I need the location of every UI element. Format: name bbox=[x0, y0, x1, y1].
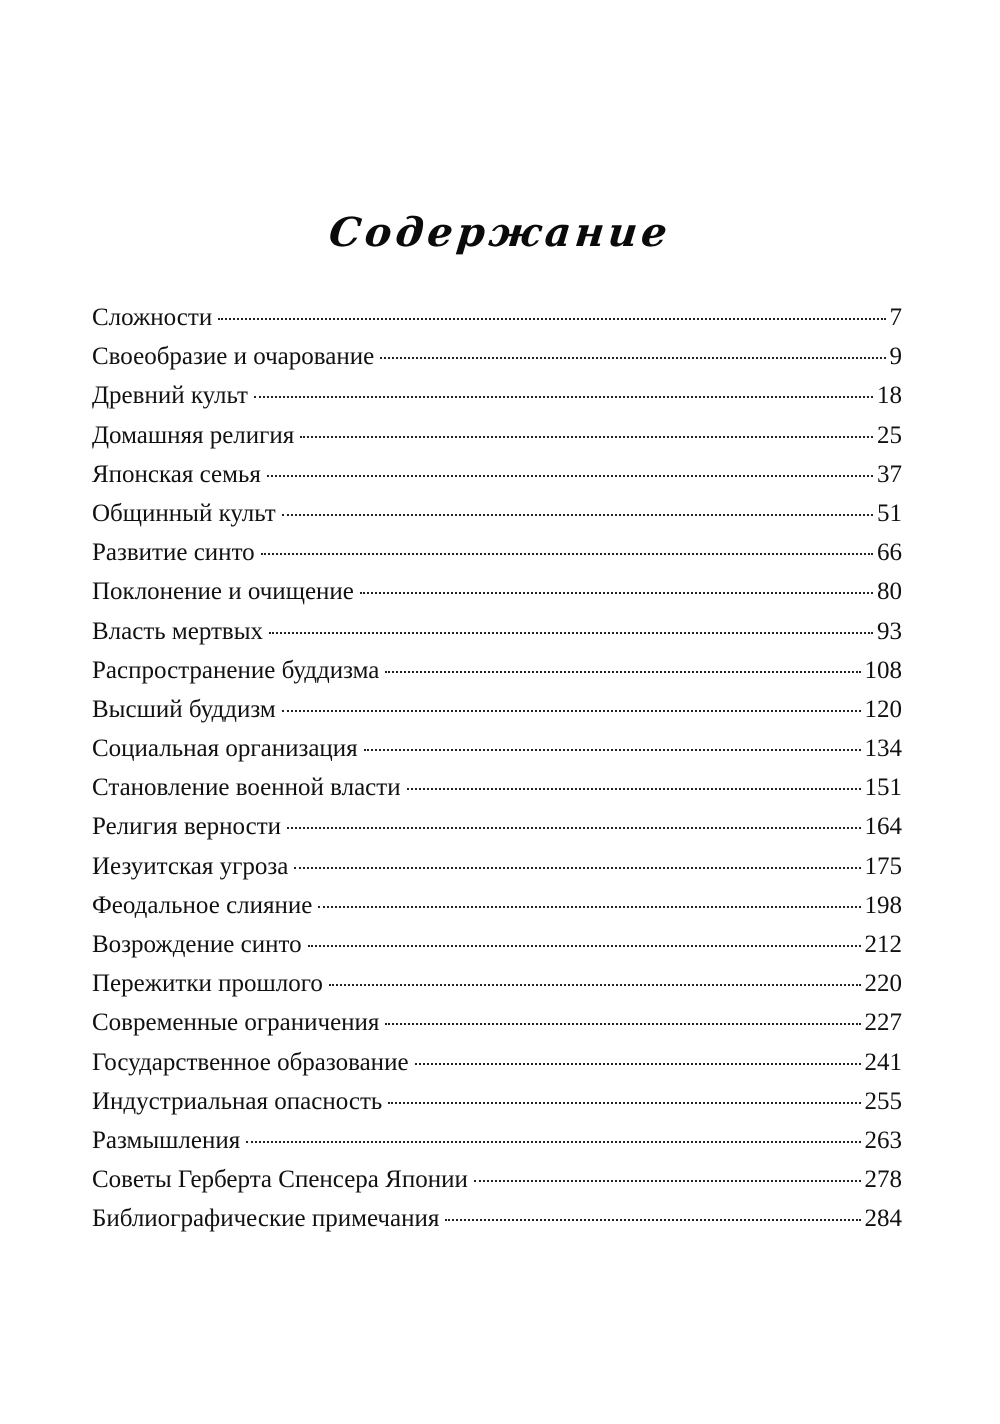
dot-leader bbox=[246, 1141, 860, 1143]
toc-entry-page-number: 37 bbox=[877, 460, 902, 488]
toc-entry-page-number: 80 bbox=[877, 578, 902, 606]
toc-entry-title: Японская семья bbox=[92, 460, 261, 488]
dot-leader bbox=[254, 396, 873, 398]
dot-leader bbox=[269, 632, 873, 634]
toc-entry-page-number: 198 bbox=[864, 891, 902, 919]
toc-entry bbox=[92, 886, 902, 925]
page-title: Содержание bbox=[326, 208, 674, 256]
toc-entry bbox=[92, 1043, 902, 1082]
toc-entry bbox=[92, 572, 902, 611]
toc-entry-page-number: 93 bbox=[877, 617, 902, 645]
dot-leader bbox=[385, 1023, 860, 1025]
dot-leader bbox=[308, 945, 861, 947]
dot-leader bbox=[385, 671, 860, 673]
dot-leader bbox=[267, 475, 873, 477]
dot-leader bbox=[415, 1063, 861, 1065]
dot-leader bbox=[388, 1102, 860, 1104]
toc-entry-page-number: 25 bbox=[877, 421, 902, 449]
table-of-contents bbox=[92, 298, 902, 1239]
toc-entry bbox=[92, 1082, 902, 1121]
dot-leader bbox=[318, 906, 860, 908]
toc-entry-title: Поклонение и очищение bbox=[92, 578, 354, 606]
toc-entry bbox=[92, 416, 902, 455]
toc-entry bbox=[92, 690, 902, 729]
toc-entry-title: Развитие синто bbox=[92, 539, 255, 567]
toc-entry-title: Советы Герберта Спенсера Японии bbox=[92, 1166, 468, 1194]
dot-leader bbox=[360, 592, 873, 594]
toc-entry-page-number: 164 bbox=[864, 813, 902, 841]
dot-leader bbox=[380, 357, 885, 359]
toc-entry-title: Государственное образование bbox=[92, 1048, 409, 1076]
toc-entry-title: Пережитки прошлого bbox=[92, 970, 323, 998]
toc-entry-title: Религия верности bbox=[92, 813, 282, 841]
toc-entry bbox=[92, 1121, 902, 1160]
toc-entry-title: Общинный культ bbox=[92, 499, 276, 527]
toc-entry bbox=[92, 964, 902, 1003]
toc-entry bbox=[92, 1160, 902, 1199]
toc-entry-page-number: 212 bbox=[864, 931, 902, 958]
toc-entry-page-number: 9 bbox=[889, 343, 902, 371]
toc-entry-title: Своеобразие и очарование bbox=[92, 343, 375, 371]
dot-leader bbox=[218, 318, 885, 320]
toc-entry-title: Феодальное слияние bbox=[92, 891, 313, 919]
toc-entry-page-number: 66 bbox=[877, 539, 902, 567]
toc-entry-title: Индустриальная опасность bbox=[92, 1087, 383, 1115]
toc-entry-page-number: 284 bbox=[864, 1205, 902, 1233]
toc-entry bbox=[92, 768, 902, 807]
toc-entry bbox=[92, 337, 902, 376]
toc-entry bbox=[92, 729, 902, 768]
toc-entry-page-number: 51 bbox=[877, 499, 902, 527]
dot-leader bbox=[364, 749, 861, 751]
dot-leader bbox=[287, 827, 860, 829]
toc-entry-title: Древний культ bbox=[92, 382, 248, 410]
dot-leader bbox=[329, 984, 861, 986]
toc-entry bbox=[92, 455, 902, 494]
toc-entry bbox=[92, 533, 902, 572]
toc-entry-title: Распространение буддизма bbox=[92, 656, 380, 684]
toc-entry bbox=[92, 925, 902, 964]
toc-entry-page-number: 108 bbox=[864, 656, 902, 684]
toc-entry bbox=[92, 807, 902, 846]
toc-entry bbox=[92, 1199, 902, 1238]
dot-leader bbox=[474, 1180, 861, 1182]
toc-entry-title: Сложности bbox=[92, 304, 213, 331]
toc-entry-title: Домашняя религия bbox=[92, 421, 295, 449]
toc-entry-title: Возрождение синто bbox=[92, 931, 302, 958]
toc-entry-title: Иезуитская угроза bbox=[92, 852, 289, 880]
toc-entry-page-number: 134 bbox=[864, 735, 902, 763]
toc-entry-page-number: 151 bbox=[864, 774, 902, 802]
toc-entry bbox=[92, 298, 902, 337]
toc-entry bbox=[92, 494, 902, 533]
toc-entry-page-number: 241 bbox=[864, 1048, 902, 1076]
dot-leader bbox=[445, 1219, 860, 1221]
toc-entry-page-number: 263 bbox=[864, 1126, 902, 1154]
toc-entry-title: Становление военной власти bbox=[92, 774, 401, 802]
toc-entry bbox=[92, 847, 902, 886]
dot-leader bbox=[261, 553, 873, 555]
dot-leader bbox=[407, 788, 861, 790]
toc-entry-page-number: 18 bbox=[877, 382, 902, 410]
toc-entry-page-number: 227 bbox=[864, 1009, 902, 1037]
toc-entry-page-number: 255 bbox=[864, 1087, 902, 1115]
toc-entry bbox=[92, 376, 902, 415]
toc-entry bbox=[92, 651, 902, 690]
toc-entry bbox=[92, 1003, 902, 1042]
toc-entry-title: Власть мертвых bbox=[92, 617, 264, 645]
dot-leader bbox=[300, 436, 873, 438]
toc-entry-title: Социальная организация bbox=[92, 735, 358, 763]
toc-entry-page-number: 220 bbox=[864, 970, 902, 998]
toc-entry-page-number: 278 bbox=[864, 1166, 902, 1194]
toc-entry-title: Высший буддизм bbox=[92, 695, 276, 723]
toc-entry-page-number: 120 bbox=[864, 695, 902, 723]
toc-entry-title: Размышления bbox=[92, 1126, 241, 1154]
toc-entry-page-number: 7 bbox=[889, 304, 902, 331]
dot-leader bbox=[282, 514, 873, 516]
toc-entry-title: Библиографические примечания bbox=[92, 1205, 440, 1233]
toc-entry bbox=[92, 612, 902, 651]
toc-entry-title: Современные ограничения bbox=[92, 1009, 380, 1037]
dot-leader bbox=[282, 710, 861, 712]
toc-entry-page-number: 175 bbox=[864, 852, 902, 880]
dot-leader bbox=[294, 867, 860, 869]
